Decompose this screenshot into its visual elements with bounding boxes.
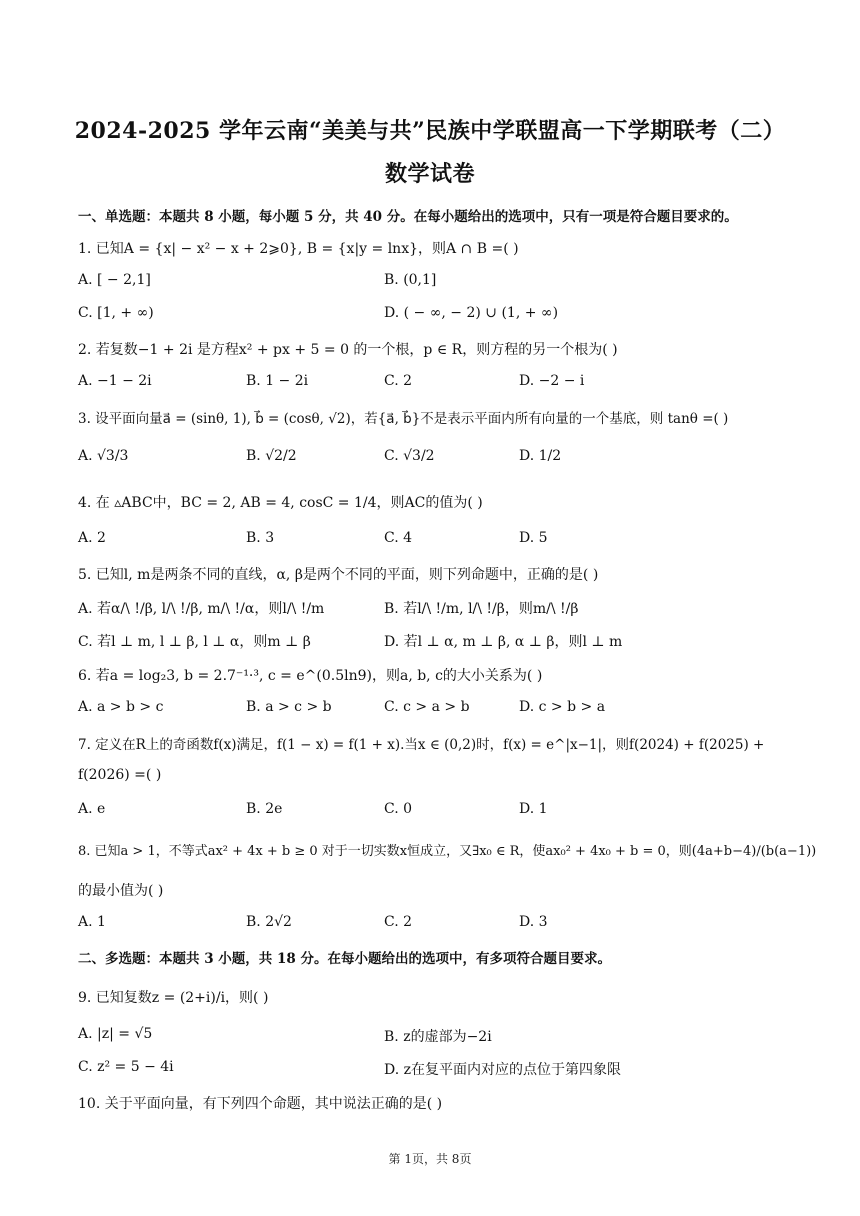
option-d: D. −2 − i <box>519 373 585 389</box>
option-c: C. c > a > b <box>384 699 470 715</box>
option-a: A. 若α/\ !/β, l/\ !/β, m/\ !/α，则l/\ !/m <box>78 601 325 617</box>
option-a: A. a > b > c <box>78 699 164 715</box>
option-c: C. 2 <box>384 373 413 389</box>
option-c: C. 2 <box>384 914 413 930</box>
option-a: A. −1 − 2i <box>78 373 152 389</box>
option-b: B. 2√2 <box>246 914 292 930</box>
question-stem: 7. 定义在R上的奇函数f(x)满足，f(1 − x) = f(1 + x).当x ∈ (0,2)时，f(x) = e^|x−1|，则f(2024) + f(2025) + <box>78 737 765 753</box>
section-heading: 二、多选题：本题共 3 小题，共 18 分。在每小题给出的选项中，有多项符合题目要求。 <box>78 951 611 967</box>
option-b: B. 若l/\ !/m, l/\ !/β，则m/\ !/β <box>384 601 579 617</box>
option-c: C. 若l ⊥ m, l ⊥ β, l ⊥ α，则m ⊥ β <box>78 634 311 650</box>
question-stem: 3. 设平面向量a⃗ = (sinθ, 1), b⃗ = (cosθ, √2)，若{a⃗, b⃗}不是表示平面内所有向量的一个基底，则 tanθ =( ) <box>78 411 729 427</box>
option-b: B. 3 <box>246 530 275 546</box>
page-footer: 第 1页，共 8页 <box>388 1152 472 1166</box>
option-d: D. c > b > a <box>519 699 606 715</box>
option-c: C. [1, + ∞) <box>78 305 154 321</box>
section-heading: 一、单选题：本题共 8 小题，每小题 5 分，共 40 分。在每小题给出的选项中，只有一项是符合题目要求的。 <box>78 209 738 225</box>
option-d: D. 1/2 <box>519 448 562 464</box>
option-d: D. 若l ⊥ α, m ⊥ β, α ⊥ β，则l ⊥ m <box>384 634 623 650</box>
option-a: A. √3/3 <box>78 448 129 464</box>
question-stem-continued: 的最小值为( ) <box>78 883 164 899</box>
option-a: A. 2 <box>78 530 106 546</box>
question-stem: 8. 已知a > 1，不等式ax² + 4x + b ≥ 0 对于一切实数x恒成立，又∃x₀ ∈ R，使ax₀² + 4x₀ + b = 0，则(4a+b−4)/(b(a−1)) <box>78 844 817 859</box>
question-stem: 1. 已知A = {x| − x² − x + 2⩾0}, B = {x|y = lnx}，则A ∩ B =( ) <box>78 241 519 257</box>
option-b: B. 1 − 2i <box>246 373 309 389</box>
option-c: C. 0 <box>384 801 413 817</box>
question-stem: 10. 关于平面向量，有下列四个命题，其中说法正确的是( ) <box>78 1096 443 1112</box>
question-stem: 5. 已知l, m是两条不同的直线，α, β是两个不同的平面，则下列命题中，正确的是( ) <box>78 567 599 583</box>
option-c: C. z² = 5 − 4i <box>78 1059 174 1075</box>
question-stem: 4. 在 ▵ABC中，BC = 2, AB = 4, cosC = 1/4，则AC的值为( ) <box>78 495 483 511</box>
option-b: B. 2e <box>246 801 283 817</box>
option-a: A. 1 <box>78 914 106 930</box>
option-b: B. √2/2 <box>246 448 297 464</box>
question-stem-continued: f(2026) =( ) <box>78 767 162 783</box>
option-a: A. e <box>78 801 106 817</box>
exam-subtitle: 数学试卷 <box>384 161 475 187</box>
option-d: D. 5 <box>519 530 548 546</box>
question-stem: 9. 已知复数z = (2+i)/i，则( ) <box>78 990 269 1006</box>
option-c: C. 4 <box>384 530 413 546</box>
option-c: C. √3/2 <box>384 448 435 464</box>
option-b: B. z的虚部为−2i <box>384 1029 492 1045</box>
option-a: A. [ − 2,1] <box>78 272 151 288</box>
option-d: D. ( − ∞, − 2) ∪ (1, + ∞) <box>384 305 559 321</box>
option-b: B. a > c > b <box>246 699 332 715</box>
question-stem: 2. 若复数−1 + 2i 是方程x² + px + 5 = 0 的一个根，p ∈ R，则方程的另一个根为( ) <box>78 342 618 358</box>
option-a: A. |z| = √5 <box>78 1026 153 1042</box>
exam-title: 2024-2025 学年云南“美美与共”民族中学联盟高一下学期联考（二） <box>74 118 786 144</box>
question-stem: 6. 若a = log₂3, b = 2.7⁻¹·³, c = e^(0.5ln9)，则a, b, c的大小关系为( ) <box>78 668 543 684</box>
option-d: D. 3 <box>519 914 548 930</box>
option-b: B. (0,1] <box>384 272 437 288</box>
option-d: D. 1 <box>519 801 548 817</box>
option-d: D. z在复平面内对应的点位于第四象限 <box>384 1062 622 1078</box>
